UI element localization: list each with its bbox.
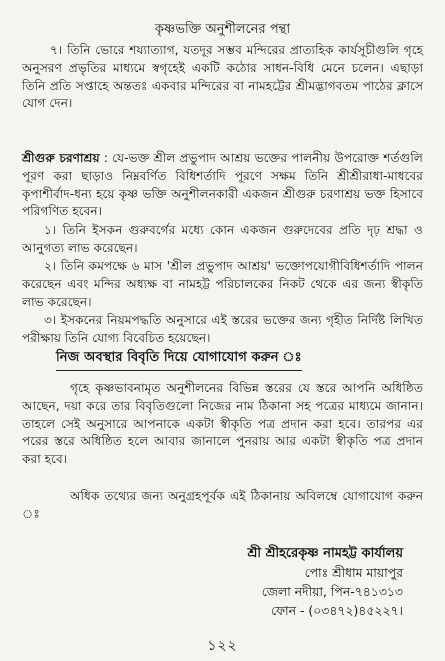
list-item-2: ২। তিনি কমপক্ষে ৬ মাস 'শ্রীল প্রভুপাদ আশ্রয়' ভক্তোপযোগীবিধিশর্তাদি পালন করেছেন এবং মন্দির অধ্যক্ষ বা নামহট্ট পরিচালকের নিকট থেকে এর জন্য স্বীকৃতি লাভ করেছেন। [22,259,423,309]
paragraph-body: : যে-ভক্ত শ্রীল প্রভুপাদ আশ্রয় ভক্তের পালনীয় উপরোক্ত শর্তগুলি পূরণ করা ছাড়াও নিম্নবর্ণিত বিধিশর্তাদি পূরণে সক্ষম তিনি শ্রীশ্রীরাধা-মাধবের কৃপাশীর্বাদ-ধন্য হয়ে কৃষ্ণ ভক্তি অনুশীলনকারী একজন শ্রীগুরু চরণাশ্রয় ভক্ত হিসাবে পরিগণিত হবেন। [22,151,423,219]
page-title: কৃষ্ণভক্তি অনুশীলনের পন্থা [154,22,291,37]
section-heading: নিজ অবস্থার বিবৃতি দিয়ে যোগাযোগ করুন ঃ [56,347,302,371]
list-item-1: ১। তিনি ইসকন গুরুবর্গের মধ্যে কোন একজন গুরুদেবের প্রতি দৃঢ় শ্রদ্ধা ও আনুগত্য লাভ করেছেন। [22,223,423,255]
page-number: ১২২ [207,638,238,654]
paragraph-guru-charanashraya [22,150,423,221]
office-name: শ্রী শ্রীহরেকৃষ্ণ নামহট্ট কার্যালয় [247,546,403,561]
paragraph-7: ৭। তিনি ভোরে শয্যাত্যাগ, যতদূর সম্ভব মন্দিরের প্রাত্যহিক কার্যসূচীগুলি গৃহে অনুসরণ প্রভৃতির মাধ্যমে স্বগৃহেই একটি কঠোর সাধন-বিধি মেনে চলেন। এছাড়া তিনি প্রতি সপ্তাহে অন্ততঃ একবার মন্দিরের বা নামহট্টের শ্রীমদ্ভাগবতম পাঠের ক্লাসে যোগ দেন। [22,43,423,111]
list-item-3: ৩। ইসকনের নিয়মপদ্ধতি অনুসারে এই স্তরের ভক্তের জন্য গৃহীত নির্দিষ্ট লিখিত পরীক্ষায় তিনি যোগ্য বিবেচিত হয়েছেন। [22,313,423,345]
paragraph-heading: শ্রীগুরু চরণাশ্রয় [22,151,100,165]
contact-address [248,544,403,620]
post-office: পোঃ শ্রীধাম মায়াপুর [304,565,403,580]
paragraph-contact-instructions: গৃহে কৃষ্ণভাবনামৃত অনুশীলনের বিভিন্ন স্তরের যে স্তরে আপনি অধিষ্ঠিত আছেন, দয়া করে তার বিবৃতিগুলো নিজের নাম ঠিকানা সহ পত্রের মাধ্যমে জানান। তাহলে সেই অনুসারে আপনাকে একটা স্বীকৃতি পত্র প্রদান করা হবে। তারপর এর পরের স্তরে অধিষ্ঠিত হলে আবার জানালে পুনরায় আর একটা স্বীকৃতি পত্র প্রদান করা হবে। [22,381,423,467]
paragraph-contact-request: অধিক তথ্যের জন্য অনুগ্রহপূর্বক এই ঠিকানায় অবিলম্বে যোগাযোগ করুন ঃ [22,489,423,521]
district-pin: জেলা নদীয়া, পিন-৭৪১৩১৩ [261,584,403,599]
phone-number: ফোন - (০৩৪৭২)৪৫২২৭। [270,603,403,618]
